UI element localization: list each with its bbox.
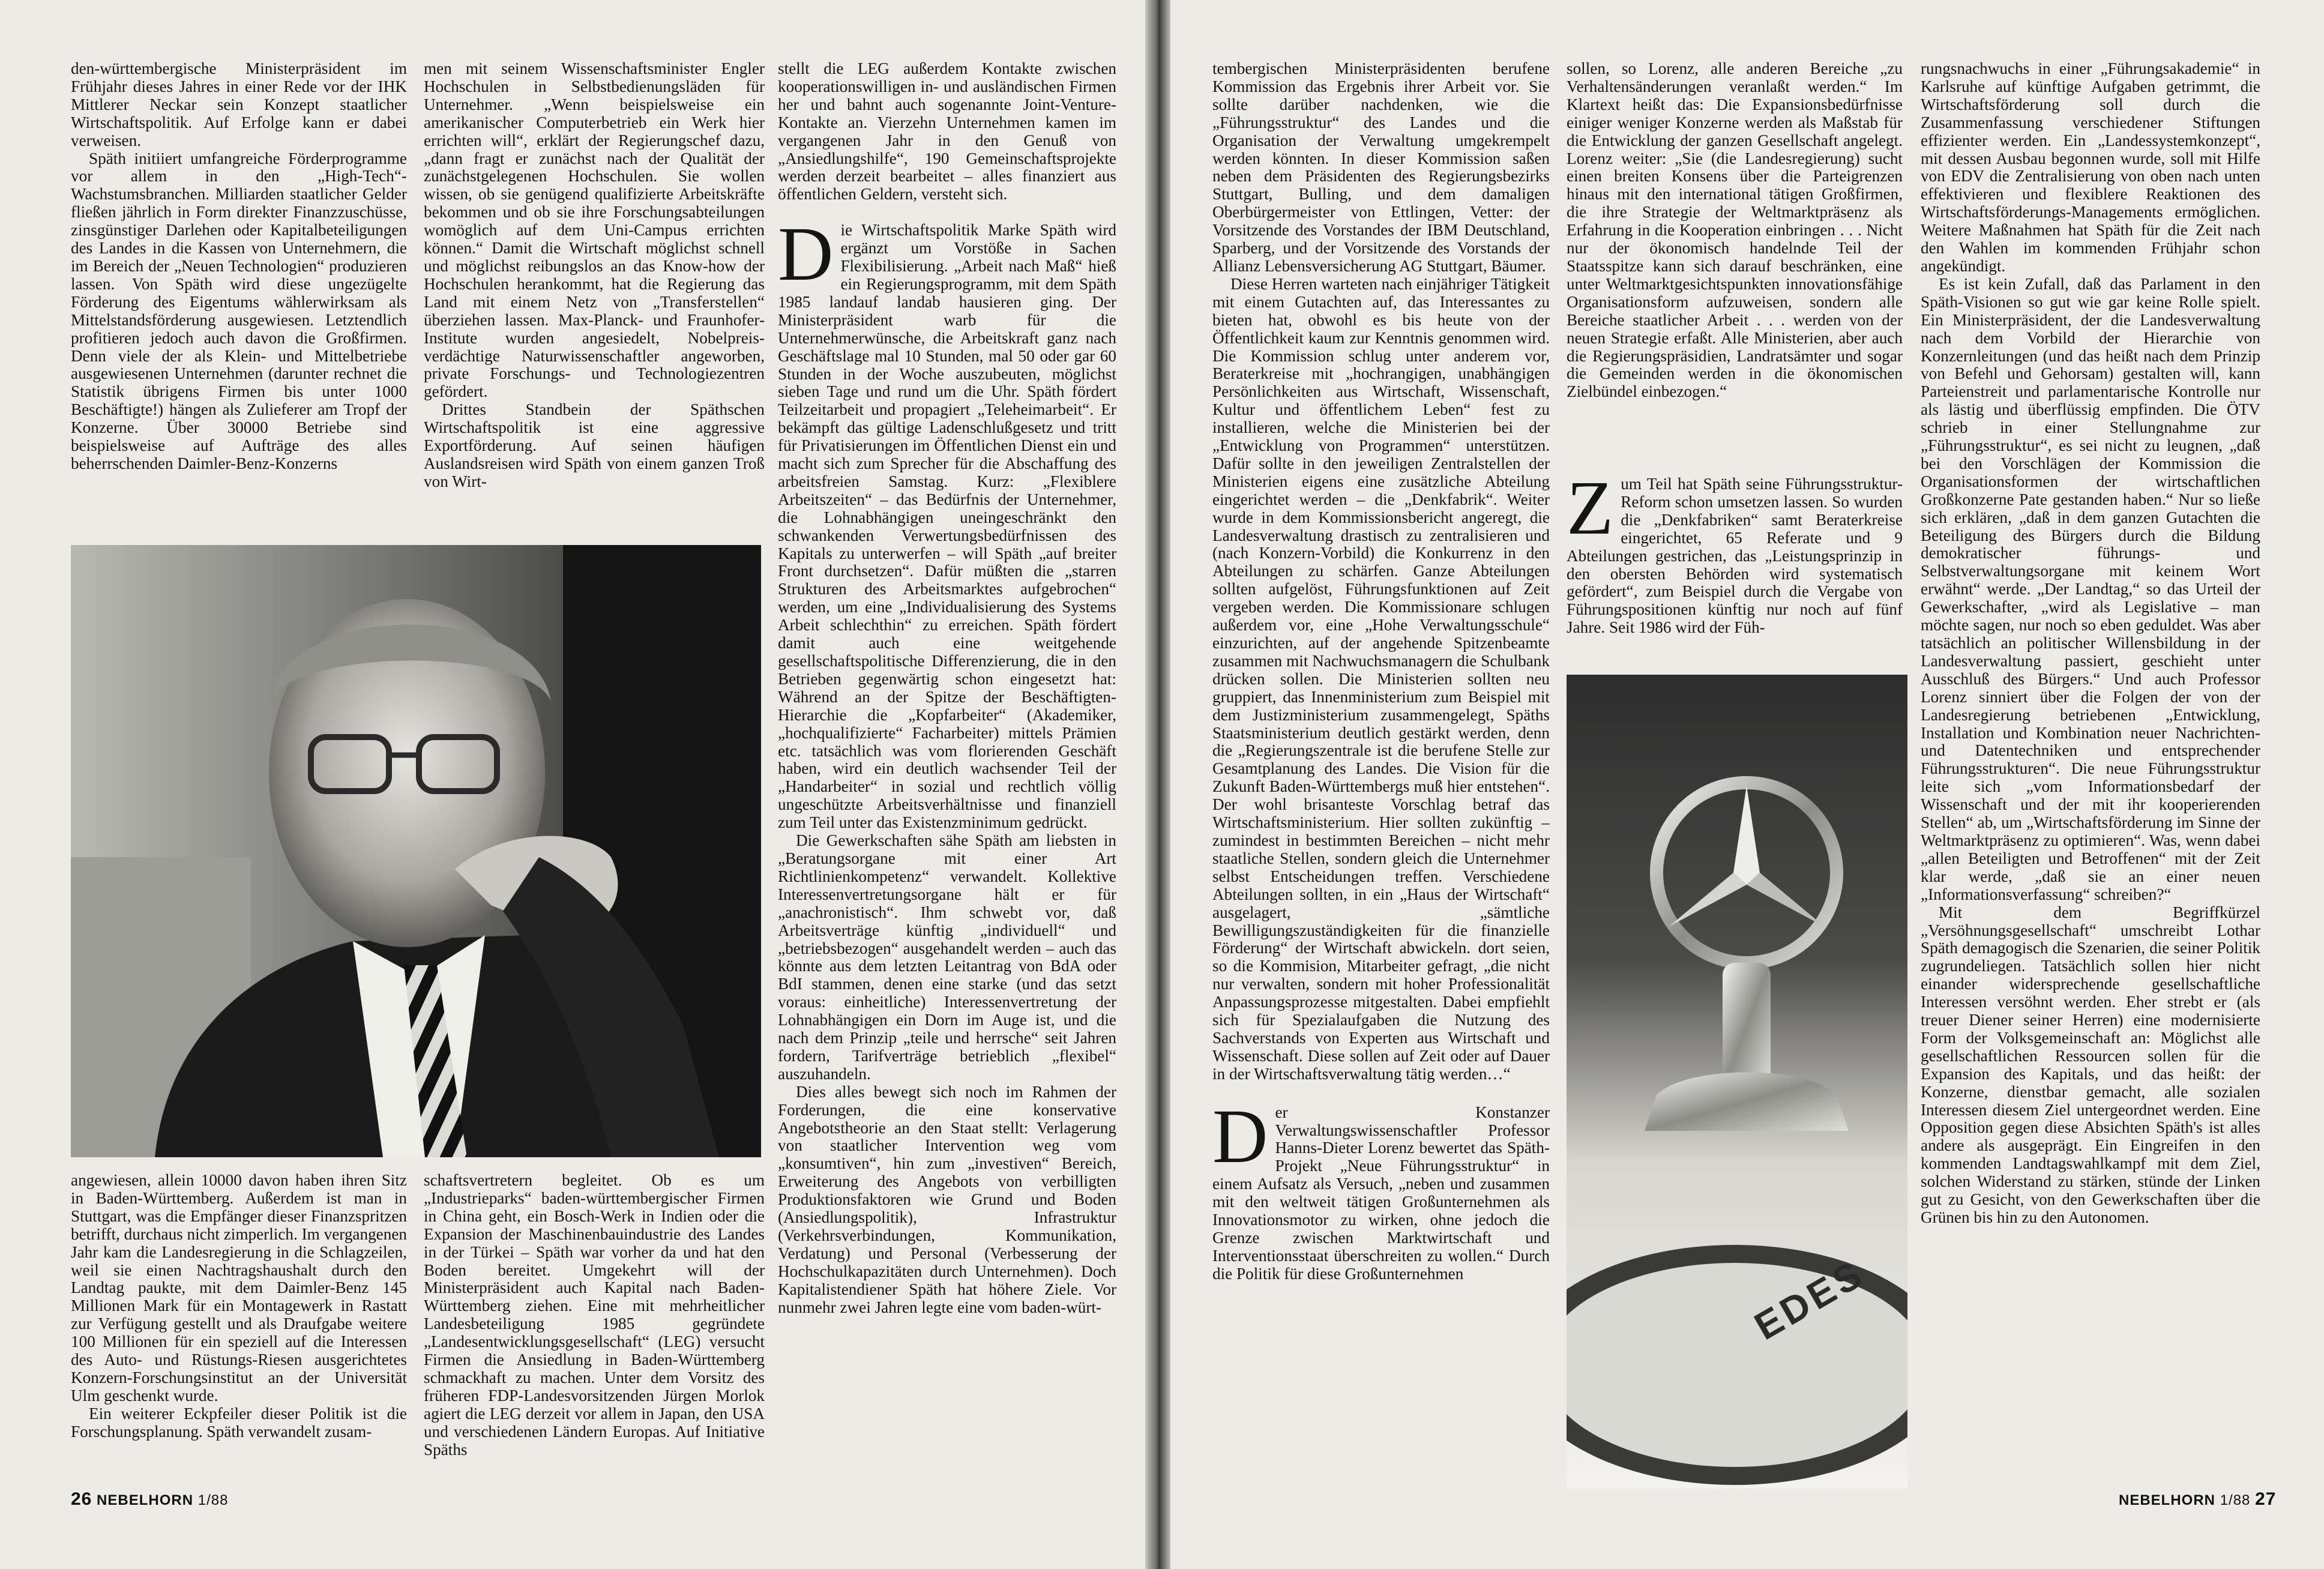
paragraph: Diese Herren warteten nach einjähriger Tätigkeit mit einem Gutachten auf, das Interessantes zu bieten hat, obwohl es bis heute von der Öffentlichkeit kaum zur Kenntnis genommen wird. Die Kommission schlug unter anderem vor, Beraterkreise mit „hochrangigen, unabhängigen Persönlichkeiten aus Wirtschaft, Wissenschaft, Kultur und öffentlichem Leben“ fest zu installieren, welche die Ministerien bei der „Entwicklung von Programmen“ unterstützen. Dafür sollte in den jeweiligen Zentralstellen der Ministerien eigens eine zusätzliche Abteilung eingerichtet werden – die „Denkfabrik“. Weiter wurde in dem Kommissionsbericht angeregt, die Landesverwaltung drastisch zu zentralisieren und (nach Konzern-Vorbild) die Konkurrenz in den Abteilungen zu schärfen. Ganze Abteilungen sollten aufgelöst, Führungsfunktionen auf Zeit vergeben werden. Die Kommissionare schlugen außerdem vor, eine „Hohe Verwaltungsschule“ einzurichten, auf der angehende Spitzenbeamte zusammen mit Nachwuchsmanagern die Schulbank drücken sollen. Die Ministerien sollten neu gruppiert, das Innenministerium zum Beispiel mit dem Justizministerium zusammengelegt, Späths Staatsministerium deutlich gestärkt werden, denn die „Regierungszentrale ist die berufene Stelle zur Gesamtplanung des Landes. Die Vision für die Zukunft Baden-Württembergs muß hier entstehen“. Der wohl brisanteste Vorschlag betraf das Wirtschaftsministerium. Hier sollten zukünftig – zumindest in bestimmten Bereichen – nicht mehr staatliche Stellen, sondern gleich die Unternehmer selbst Entscheidungen treffen. Verschiedene Abteilungen sollten, in ein „Haus der Wirtschaft“ ausgelagert, „sämtliche Bewilligungszuständigkeiten für die finanzielle Förderung“ der Wirtschaft abwickeln. dort seien, so die Kommision, Mitarbeiter gefragt, „die nicht nur verwalten, sondern mit hoher Professionalität Anpassungsprozesse mitgestalten. Dabei empfiehlt sich für Spezialaufgaben die Nutzung des Sachverstands von Experten aus Wirtschaft und Wissenschaft. Diese sollen auf Zeit oder auf Dauer in der Wirtschaftsverwaltung tätig werden…“ bbox=[1212, 274, 1550, 1083]
mercedes-star-illustration bbox=[1567, 675, 1907, 1489]
paragraph: Späth initiiert umfangreiche Förderprogramme vor allem in den „High-Tech“-Wachstumsbranchen. Milliarden staatlicher Gelder fließen jährlich in Form direkter Finanzzuschüsse, zinsgünstiger Darlehen oder Kapitalbeteiligungen des Landes in die Kassen von Unternehmern, die im Bereich der „Neuen Technologien“ produzieren lassen. Von Späth wird diese ungezügelte Förderung des Eigentums wählerwirksam als Mittelstandsförderung ausgewiesen. Letztendlich profitieren jedoch auch davon die Großfirmen. Denn viele der als Klein- und Mittelbetriebe ausgewiesenen Unternehmen (darunter rechnet die Statistik übrigens Firmen bis unter 1000 Beschäftigte!) hängen als Zulieferer am Tropf der Konzerne. Über 30000 Betriebe sind beispielsweise auf Aufträge des alles beherrschenden Daimler-Benz-Konzerns bbox=[71, 149, 407, 472]
right-page bbox=[1170, 0, 2324, 1569]
paragraph: men mit seinem Wissenschaftsminister Engler Hochschulen in Selbstbedienungsläden für Unternehmer. „Wenn beispielsweise ein amerikanischer Computerbetrieb ein Werk hier errichten will“, erklärt der Regierungschef dazu, „dann fragt er zunächst nach der Qualität der zunächstgelegenen Hochschulen. Sie wollen wissen, ob sie genügend qualifizierte Arbeitskräfte bekommen und ob sie ihre Forschungsabteilungen womöglich auf dem Uni-Campus errichten können.“ Damit die Wirtschaft möglichst schnell und möglichst reibungslos an das Know-how der Hochschulen herankommt, hat die Regierung das Land mit einem Netz von „Transferstellen“ überziehen lassen. Max-Planck- und Fraunhofer-Institute wurden angesiedelt, Nobelpreis-verdächtige Naturwissenschaftler angeworben, private Forschungs- und Technologiezentren gefördert. bbox=[424, 60, 765, 401]
left-col2-bottom bbox=[424, 1172, 765, 1484]
paragraph bbox=[1212, 1093, 1550, 1283]
magazine-name: NEBELHORN bbox=[2119, 1492, 2216, 1508]
paragraph: Drittes Standbein der Späthschen Wirtschaftspolitik ist eine aggressive Exportförderung. Auf seinen häufigen Auslandsreisen wird Späth von einem ganzen Troß von Wirt- bbox=[424, 400, 765, 490]
left-col2-top bbox=[424, 60, 765, 535]
paragraph: angewiesen, allein 10000 davon haben ihren Sitz in Baden-Württemberg. Außerdem ist man in Stuttgart, was die Empfänger dieser Finanzspritzen betrifft, durchaus nicht zimperlich. Im vergangenen Jahr kam die Landesregierung in die Schlagzeilen, weil sie einen Nachtragshaushalt durch den Landtag paukte, mit dem Daimler-Benz 145 Millionen Mark für ein Montagewerk in Rastatt zur Verfügung gestellt und als Draufgabe weitere 100 Millionen für ein speziell auf die Interessen des Auto- und Rüstungs-Riesen ausgerichtetes Konzern-Forschungsinstitut an der Universität Ulm geschenkt wurde. bbox=[71, 1172, 407, 1405]
right-footer bbox=[2119, 1489, 2276, 1510]
paragraph bbox=[1567, 475, 1903, 637]
right-col2 bbox=[1567, 60, 1903, 475]
paragraph: Ein weiterer Eckpfeiler dieser Politik ist die Forschungsplanung. Späth verwandelt zusam- bbox=[71, 1404, 407, 1441]
right-col3 bbox=[1921, 60, 2260, 1393]
page-number: 26 bbox=[71, 1489, 92, 1509]
emblem-text: EDES bbox=[1747, 1251, 1872, 1349]
left-page bbox=[0, 0, 1145, 1569]
portrait-illustration bbox=[71, 545, 761, 1157]
left-footer bbox=[71, 1489, 228, 1510]
paragraph: Die Gewerkschaften sähe Späth am liebsten in „Beratungsorgane mit einer Art Richtlinienkompetenz“ verwandelt. Kollektive Interessenvertretungsorgane hält er für „anachronistisch“. Ihm schwebt vor, daß Arbeitsverträge künftig „individuell“ und „betriebsbezogen“ ausgehandelt werden – auch das könnte aus dem letzten Leitantrag von BdA oder BdI stammen, denen eine starke (und das setzt voraus: einheitliche) Interessenvertretung der Lohnabhängigen ein Dorn im Auge ist, und die nach dem Prinzip „teile und herrsche“ seit Jahren fordern, Tarifverträge betrieblich „flexibel“ auszuhandeln. bbox=[778, 831, 1116, 1083]
paragraph-text: ie Wirtschaftspolitik Marke Späth wird ergänzt um Vorstöße in Sachen Flexibilisierung. „Arbeit nach Maß“ hieß ein Regierungsprogramm, mit dem Späth 1985 landauf landab hausieren ging. Der Ministerpräsident warb für die Unternehmerwünsche, die Arbeitskraft ganz nach Geschäftslage mal 10 Stunden, mal 50 oder gar 60 Stunden in der Woche auszubeuten, möglichst sieben Tage und rund um die Uhr. Späth fördert Teilzeitarbeit und propagiert „Teleheimarbeit“. Er bekämpft das gültige Ladenschlußgesetz und tritt für Privatisierungen im Öffentlichen Dienst ein und macht sich zum Sprecher für die Abschaffung des arbeitsfreien Samstag. Kurz: „Flexiblere Arbeitszeiten“ – das Bedürfnis der Unternehmer, die Lohnabhängigen uneingeschränkt den schwankenden Verwertungsbedürfnissen des Kapitals zu unterwerfen – will Späth „auf breiter Front durchsetzen“. Dafür müßten die „starren Strukturen des Arbeitsmarktes aufgebrochen“ werden, um eine „Individualisierung des Systems Arbeit schlechthin“ zu erreichen. Späth fördert damit auch eine weitgehende gesellschaftspolitische Differenzierung, die in den Betrieben gegenwärtig schon eingesetzt hat: Während an der Spitze der Beschäftigten-Hierarchie die „Kopfarbeiter“ (Akademiker, „hochqualifizierte“ Facharbeiter) mittels Prämien etc. tatsächlich was vom florierenden Geschäft haben, wird ein deutlich wachsender Teil der „Handarbeiter“ in sozial und rechtlich völlig ungeschützte Arbeitsverhältnisse und finanziell zum Teil unter das Existenzminimum gedrückt. bbox=[778, 221, 1116, 832]
dropcap: D bbox=[778, 211, 834, 297]
page-number: 27 bbox=[2255, 1489, 2277, 1509]
page-gutter bbox=[1145, 0, 1170, 1569]
paragraph: tembergischen Ministerpräsidenten berufene Kommission das Ergebnis ihrer Arbeit vor. Sie sollte darüber nachdenken, wie die „Führungsstruktur“ des Landes und die Organisation der Verwaltung umgekrempelt werden könnten. In dieser Kommission saßen neben dem Präsidenten des Regierungsbezirks Stuttgart, Bulling, und dem damaligen Oberbürgermeister von Ettlingen, Vetter: der Vorsitzende des Vorstandes der IBM Deutschland, Sparberg, und der Vorsitzende des Vorstands der Allianz Lebensversicherung AG Stuttgart, Bäumer. bbox=[1212, 60, 1550, 275]
paragraph: Mit dem Begriffkürzel „Versöhnungsgesellschaft“ umschreibt Lothar Späth demagogisch die Szenarien, die seiner Politik zugrundeliegen. Tatsächlich sollen hier nicht einander widersprechende gesellschaftliche Interessen versöhnt werden. Eher strebt er (als treuer Diener seiner Herren) eine modernisierte Form der Volksgemeinschaft an: Möglichst alle gesellschaftlichen Ressourcen sollen für die Expansion des Kapitals, und das heißt: der Konzerne, dienstbar gemacht, alle sozialen Interessen diesem Ziel untergeordnet werden. Eine Opposition gegen diese Absichten Späth's ist alles andere als ausgeprägt. Ein Eingreifen in den kommenden Landtagswahlkampf mit dem Ziel, solchen Widerstand zu stärken, stündе der Linken gut zu Gesicht, von den Gewerkschaften über die Grünen bis hin zu den Autonomen. bbox=[1921, 903, 2260, 1226]
paragraph: schaftsvertretern begleitet. Ob es um „Industrieparks“ baden-württembergischer Firmen in China geht, ein Bosch-Werk in Indien oder die Expansion der Maschinenbauindustrie des Landes in der Türkei – Späth war vorher da und hat den Boden bereitet. Umgekehrt will der Ministerpräsident auch Kapital nach Baden-Württemberg ziehen. Eine mit mehrheitlicher Landesbeteiligung 1985 gegründete „Landesentwicklungsgesellschaft“ (LEG) versucht Firmen die Ansiedlung in Baden-Württemberg schmackhaft zu machen. Unter dem Vorsitz des früheren FDP-Landesvorsitzenden Jürgen Morlok agiert die LEG derzeit vor allem in Japan, den USA und verschiedenen Ländern Europas. Auf Initiative Späths bbox=[424, 1172, 765, 1459]
dropcap: Z bbox=[1567, 475, 1614, 550]
issue-number: 1/88 bbox=[2220, 1492, 2251, 1508]
left-col3 bbox=[778, 60, 1116, 1484]
mercedes-star-photo bbox=[1567, 675, 1907, 1489]
right-col1 bbox=[1212, 60, 1550, 1489]
paragraph: Dies alles bewegt sich noch im Rahmen der Forderungen, die eine konservative Angebotstheorie an den Staat stellt: Verlagerung von staatlicher Intervention weg vom „konsumtiven“, hin zum „investiven“ Bereich, Erweiterung des Angebots von verbilligten Produktionsfaktoren wie Grund und Boden (Ansiedlungspolitik), Infrastruktur (Verkehrsverbindungen, Kommunikation, Verdatung) und Personal (Verbesserung der Hochschulkapazitäten durch Unternehmen). Doch Kapitalistendiener Späth hat höhere Ziele. Vor nunmehr zwei Jahren legte eine vom baden-würt- bbox=[778, 1082, 1116, 1316]
issue-number: 1/88 bbox=[197, 1492, 229, 1508]
paragraph-text: um Teil hat Späth seine Führungsstruktur-Reform schon umsetzen lassen. So wurden die „Denkfabriken“ samt Beraterkreise eingerichtet, 65 Referate und 9 Abteilungen gestrichen, das „Leistungsprinzip in den obersten Behörden wird systematisch gefördert“, zum Beispiel durch die Vergabe von Führungspositionen künftig nur noch auf fünf Jahre. Seit 1986 wird der Füh- bbox=[1567, 475, 1903, 637]
paragraph-text: er Konstanzer Verwaltungswissenschaftler Professor Hanns-Dieter Lorenz bewertet das Späth-Projekt „Neue Führungsstruktur“ in einem Aufsatz als Versuch, „neben und zusammen mit den weltweit tätigen Großunternehmen als Innovationsmotor zu wirken, ohne jedoch die Grenze zwischen Marktwirtschaft und Interventionsstaat überschreiten zu wollen.“ Durch die Politik für diese Großunternehmen bbox=[1212, 1103, 1550, 1283]
paragraph bbox=[778, 211, 1116, 832]
left-col1-top bbox=[71, 60, 407, 535]
paragraph: rungsnachwuchs in einer „Führungsakademie“ in Karlsruhe auf künftige Aufgaben getrimmt, die Wirtschaftsförderung soll durch die Zusammenfassung verschiedener Stiftungen effizienter werden. Ein „Landessystemkonzept“, mit dessen Ausbau begonnen wurde, soll mit Hilfe von EDV die Zentralisierung von oben nach unten effektivieren und flexiblere Reaktionen des Wirtschaftsförderungs-Managements ermöglichen. Weitere Maßnahmen hat Späth für die Zeit nach den Wahlen im kommenden Frühjahr schon angekündigt. bbox=[1921, 60, 2260, 275]
left-col1-bottom bbox=[71, 1172, 407, 1484]
paragraph: Es ist kein Zufall, daß das Parlament in den Späth-Visionen so gut wie gar keine Rolle spielt. Ein Ministerpräsident, der die Landesverwaltung nach dem Vorbild der Hierarchie von Konzernleitungen (und das heißt nach dem Prinzip von Befehl und Gehorsam) gestalten will, kann Parteienstreit und parlamentarische Kontrolle nur als lästig und überflüssig empfinden. Die ÖTV schrieb in einer Stellungnahme zur „Führungsstruktur“, es sei nicht zu leugnen, „daß bei den Vorschlägen der Kommission die Organisationsformen der wirtschaftlichen Großkonzerne Pate gestanden haben.“ Nur so ließe sich erklären, „daß in dem ganzen Gutachten die Beteiligung des Bürgers durch die Bildung demokratischer führungs- und Selbstverwaltungsorgane mit keinem Wort erwähnt“ werde. „Der Landtag,“ so das Urteil der Gewerkschafter, „wird als Legislative – man möchte sagen, nur noch so eben geduldet. Was aber tatsächlich an politischer Willensbildung in der Landesverwaltung passiert, geschieht unter Ausschluß des Bürgers.“ Und auch Professor Lorenz sinniert über die Folgen der von der Landesregierung betriebenen „Entwicklung, Installation und Kombination neuer Nachrichten- und Datentechniken und entsprechender Führungsstrukturen“. Die neue Führungsstruktur leite sich „vom Informationsbedarf der Wissenschaft und der mit ihr kooperierenden Stellen“ ab, um „Wirtschaftsförderung im Sinne der Weltmarktpräsenz zu optimieren“. Was, wenn dabei „allen Beteiligten und Betroffenen“ mit der Zeit klar werde, „daß sie an einer neuen „Informationsverfassung“ schreiben?“ bbox=[1921, 274, 2260, 903]
paragraph: sollen, so Lorenz, alle anderen Bereiche „zu Verhaltensänderungen veranlaßt werden.“ Im Klartext heißt das: Die Expansionsbedürfnisse einiger weniger Konzerne werden als Maßstab für die Entwicklung der ganzen Gesellschaft angelegt. Lorenz weiter: „Sie (die Landesregierung) sucht einen breiten Konsens über die Parteigrenzen hinaus mit den international tätigen Großfirmen, die ihre Strategie der Weltmarktpräsenz als Erfahrung in die Kooperation einbringen . . . Nicht nur der ökonomisch handelnde Teil der Staatsspitze kann sich darauf beschränken, eine unter Weltmarktgesichtspunkten innovationsfähige Organisationsform aufzuweisen, sondern alle Bereiche staatlicher Arbeit . . . werden von der neuen Strategie erfaßt. Alle Ministerien, aber auch die Regierungspräsidien, Landratsämter und sogar die Gemeinden werden in die ökonomischen Zielbündel einbezogen.“ bbox=[1567, 60, 1903, 401]
dropcap: D bbox=[1212, 1093, 1268, 1179]
paragraph: stellt die LEG außerdem Kontakte zwischen kooperationswilligen in- und ausländischen Firmen her und bahnt auch sogenannte Joint-Venture-Kontakte an. Vierzehn Unternehmen kamen im vergangenen Jahr in den Genuß von „Ansiedlungshilfe“, 190 Gemeinschaftsprojekte werden derzeit bearbeitet – alles finanziert aus öffentlichen Geldern, versteht sich. bbox=[778, 60, 1116, 203]
magazine-name: NEBELHORN bbox=[97, 1492, 194, 1508]
portrait-photo bbox=[71, 545, 761, 1157]
paragraph: den-württembergische Ministerpräsident im Frühjahr dieses Jahres in einer Rede vor der IHK Mittlerer Neckar sein Konzept staatlicher Wirtschaftspolitik. Auf Erfolge kann er dabei verweisen. bbox=[71, 60, 407, 149]
right-col2-lower bbox=[1567, 475, 1903, 673]
